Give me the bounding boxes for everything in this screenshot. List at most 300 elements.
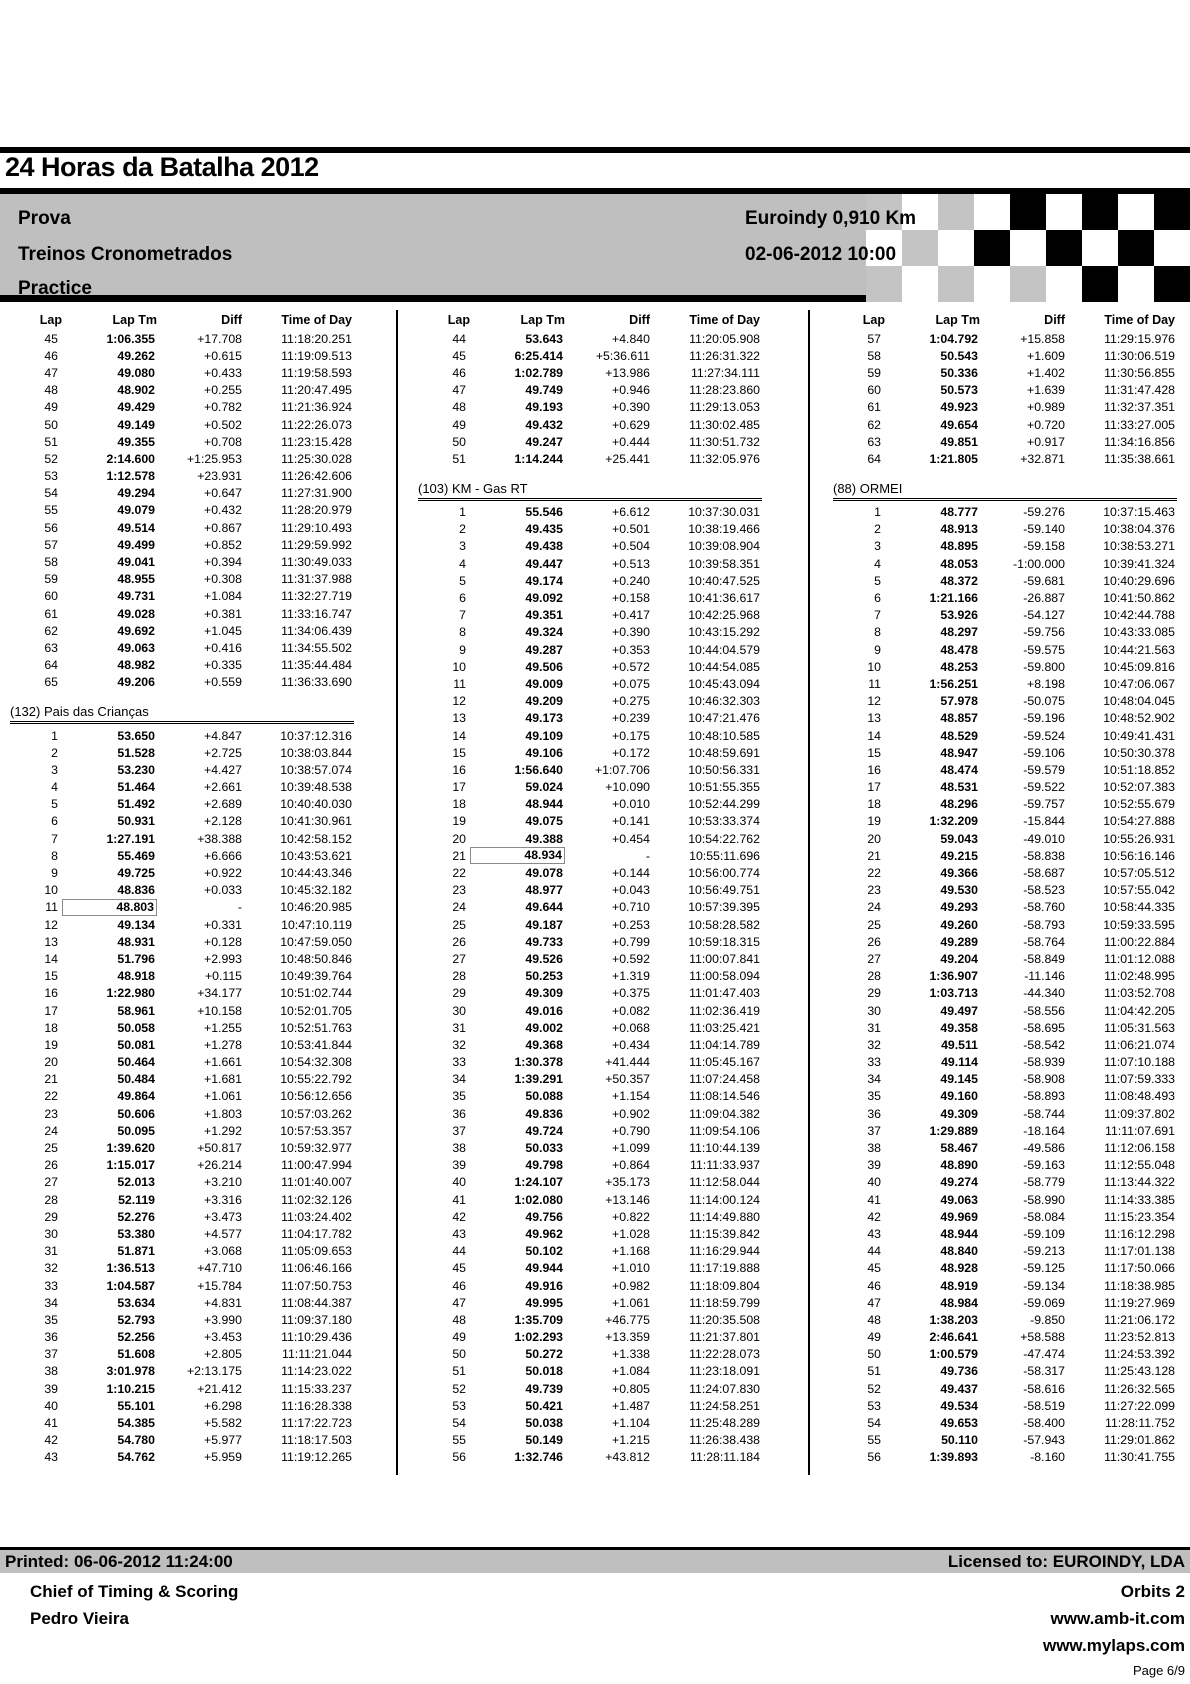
lap-cell: 7 xyxy=(51,831,58,846)
diff-cell: +0.805 xyxy=(612,1381,650,1396)
table-row xyxy=(10,1243,376,1260)
table-row xyxy=(833,1191,1184,1208)
table-row xyxy=(418,1243,772,1260)
timeofday-cell: 11:03:52.708 xyxy=(1104,986,1175,1001)
lap-cell: 51 xyxy=(867,1364,881,1379)
diff-cell: +0.433 xyxy=(204,365,242,380)
table-row xyxy=(418,710,772,727)
timeofday-cell: 11:01:12.088 xyxy=(1104,951,1175,966)
timeofday-cell: 10:57:55.042 xyxy=(1103,883,1175,898)
table-row xyxy=(833,555,1184,572)
lap-cell: 18 xyxy=(44,1020,58,1035)
timeofday-cell: 11:04:17.782 xyxy=(281,1226,352,1241)
timeofday-cell: 10:42:25.968 xyxy=(688,608,760,623)
lap-cell: 54 xyxy=(452,1416,466,1431)
table-row xyxy=(10,1363,376,1380)
timeofday-cell: 10:52:51.763 xyxy=(280,1020,352,1035)
lap-cell: 42 xyxy=(44,1433,58,1448)
timeofday-cell: 11:32:05.976 xyxy=(689,451,760,466)
laptime-cell: 50.573 xyxy=(940,383,978,398)
diff-cell: -15.844 xyxy=(1023,814,1065,829)
lap-cell: 15 xyxy=(867,745,881,760)
lap-cell: 44 xyxy=(452,1244,466,1259)
diff-cell: -59.109 xyxy=(1023,1226,1065,1241)
diff-cell: +1.278 xyxy=(204,1037,242,1052)
timeofday-cell: 10:59:18.315 xyxy=(688,934,760,949)
checker-cell xyxy=(974,266,1010,302)
footer-bar xyxy=(0,1547,1190,1573)
timeofday-cell: 10:57:39.395 xyxy=(688,900,760,915)
laptime-cell: 50.543 xyxy=(940,348,978,363)
laptime-cell: 55.469 xyxy=(117,848,155,863)
timeofday-cell: 10:52:44.299 xyxy=(688,797,760,812)
diff-cell: +23.931 xyxy=(197,469,242,484)
diff-cell: -58.793 xyxy=(1023,917,1065,932)
laptime-cell: 50.095 xyxy=(117,1123,155,1138)
table-row xyxy=(418,1294,772,1311)
timeofday-cell: 10:52:55.679 xyxy=(1103,797,1175,812)
timeofday-cell: 11:02:36.419 xyxy=(689,1003,760,1018)
amb-url: www.amb-it.com xyxy=(1050,1609,1185,1628)
timeofday-cell: 11:18:20.251 xyxy=(281,331,352,346)
timeofday-cell: 11:11:33.937 xyxy=(690,1158,760,1173)
laptime-cell: 49.063 xyxy=(117,640,155,655)
table-row xyxy=(833,1346,1184,1363)
lap-cell: 46 xyxy=(44,348,58,363)
table-row xyxy=(833,1260,1184,1277)
diff-cell: +0.033 xyxy=(204,883,242,898)
diff-cell: +17.708 xyxy=(197,331,242,346)
best-lap-cell: 48.803 xyxy=(62,899,157,916)
lap-cell: 38 xyxy=(44,1364,58,1379)
timeofday-cell: 10:41:30.961 xyxy=(280,814,352,829)
diff-cell: +2.725 xyxy=(204,745,242,760)
laptime-cell: 49.289 xyxy=(940,934,978,949)
label-prova: Prova xyxy=(18,208,71,229)
diff-cell: +3.990 xyxy=(204,1312,242,1327)
laptime-cell: 1:36.907 xyxy=(929,969,978,984)
lap-cell: 10 xyxy=(44,883,58,898)
lap-cell: 14 xyxy=(44,951,58,966)
table-row xyxy=(10,1311,376,1328)
table-row xyxy=(833,779,1184,796)
lap-cell: 62 xyxy=(44,623,58,638)
lap-cell: 44 xyxy=(452,331,466,346)
label-treinos: Treinos Cronometrados xyxy=(18,244,233,265)
lap-cell: 32 xyxy=(452,1037,466,1052)
diff-cell: +0.432 xyxy=(204,503,242,518)
table-row xyxy=(833,1225,1184,1242)
table-row xyxy=(10,1054,376,1071)
laptime-cell: 53.650 xyxy=(117,728,155,743)
checker-cell xyxy=(1082,266,1118,302)
mylaps-url: www.mylaps.com xyxy=(1042,1636,1185,1655)
diff-cell: +0.082 xyxy=(612,1003,650,1018)
timeofday-cell: 11:10:29.436 xyxy=(281,1330,352,1345)
diff-cell: +1:07.706 xyxy=(594,762,650,777)
laptime-cell: 49.114 xyxy=(941,1055,978,1070)
diff-cell: -59.163 xyxy=(1023,1158,1065,1173)
lap-cell: 40 xyxy=(44,1398,58,1413)
lap-cell: 42 xyxy=(867,1209,881,1224)
diff-cell: +0.629 xyxy=(612,417,650,432)
table-row xyxy=(833,1071,1184,1088)
table-row xyxy=(10,433,376,450)
timeofday-cell: 11:04:42.205 xyxy=(1104,1003,1175,1018)
lap-cell: 49 xyxy=(867,1330,881,1345)
timeofday-cell: 11:14:00.124 xyxy=(689,1192,760,1207)
lap-cell: 4 xyxy=(51,780,58,795)
diff-cell: +2.128 xyxy=(204,814,242,829)
lap-cell: 6 xyxy=(459,591,466,606)
timeofday-cell: 11:01:40.007 xyxy=(281,1175,352,1190)
diff-cell: +0.444 xyxy=(612,434,650,449)
lap-cell: 51 xyxy=(452,451,466,466)
diff-cell: -59.125 xyxy=(1023,1261,1065,1276)
table-row xyxy=(10,1432,376,1449)
timeofday-cell: 11:25:30.028 xyxy=(281,451,352,466)
diff-cell: +4.847 xyxy=(204,728,242,743)
laptime-cell: 49.041 xyxy=(117,555,155,570)
diff-cell: +5.959 xyxy=(204,1450,242,1465)
diff-cell: +0.790 xyxy=(612,1123,650,1138)
diff-cell: +0.513 xyxy=(612,556,650,571)
diff-cell: +0.353 xyxy=(612,642,650,657)
diff-cell: -58.849 xyxy=(1023,951,1065,966)
table-row xyxy=(833,1397,1184,1414)
diff-cell: -44.340 xyxy=(1023,986,1065,1001)
laptime-cell: 48.955 xyxy=(117,572,155,587)
laptime-cell: 48.857 xyxy=(940,711,978,726)
lap-cell: 13 xyxy=(867,711,881,726)
lap-cell: 40 xyxy=(452,1175,466,1190)
column-header: Lap xyxy=(862,313,885,327)
lap-cell: 1 xyxy=(874,505,881,520)
table-row xyxy=(418,1311,772,1328)
diff-cell: +0.115 xyxy=(204,969,242,984)
timeofday-cell: 11:23:15.428 xyxy=(281,434,352,449)
lap-cell: 37 xyxy=(44,1347,58,1362)
diff-cell: +0.308 xyxy=(204,572,242,587)
diff-cell: -9.850 xyxy=(1030,1312,1065,1327)
timeofday-cell: 11:02:48.995 xyxy=(1104,969,1175,984)
laptime-cell: 53.230 xyxy=(117,762,155,777)
table-row xyxy=(418,744,772,761)
timeofday-cell: 11:07:50.753 xyxy=(281,1278,352,1293)
checker-cell xyxy=(1118,230,1154,266)
table-row xyxy=(833,658,1184,675)
table-row xyxy=(418,399,772,416)
laptime-cell: 49.435 xyxy=(525,522,563,537)
lap-cell: 26 xyxy=(44,1158,58,1173)
lap-cell: 55 xyxy=(867,1433,881,1448)
laptime-cell: 1:39.620 xyxy=(106,1141,155,1156)
laptime-cell: 49.002 xyxy=(525,1020,563,1035)
laptime-cell: 50.058 xyxy=(117,1020,155,1035)
timeofday-cell: 10:55:22.792 xyxy=(280,1072,352,1087)
laptime-cell: 49.511 xyxy=(941,1037,978,1052)
laptime-cell: 51.492 xyxy=(117,797,155,812)
checker-cell xyxy=(1154,230,1190,266)
laptime-cell: 49.092 xyxy=(525,591,563,606)
diff-cell: +1.319 xyxy=(612,969,650,984)
column-header: Lap xyxy=(447,313,470,327)
timeofday-cell: 11:22:28.073 xyxy=(689,1347,760,1362)
best-lap-cell: 48.934 xyxy=(470,847,565,864)
lap-cell: 58 xyxy=(867,348,881,363)
section-title: (103) KM - Gas RT xyxy=(418,481,762,501)
table-row xyxy=(10,1449,376,1466)
laptime-cell: 59.024 xyxy=(525,780,563,795)
laptime-cell: 57.978 xyxy=(940,694,978,709)
laptime-cell: 49.262 xyxy=(117,348,155,363)
timeofday-cell: 11:34:06.439 xyxy=(281,623,352,638)
laptime-cell: 50.272 xyxy=(525,1347,563,1362)
lap-cell: 63 xyxy=(44,640,58,655)
diff-cell: +2.661 xyxy=(204,780,242,795)
laptime-cell: 49.530 xyxy=(940,883,978,898)
lap-cell: 25 xyxy=(452,917,466,932)
diff-cell: - xyxy=(237,900,242,915)
diff-cell: +6.298 xyxy=(204,1398,242,1413)
timing-column-3 xyxy=(808,310,1184,1475)
table-row xyxy=(833,1174,1184,1191)
lap-cell: 39 xyxy=(452,1158,466,1173)
table-row xyxy=(833,693,1184,710)
laptime-cell: 1:00.579 xyxy=(929,1347,978,1362)
lap-cell: 43 xyxy=(452,1226,466,1241)
laptime-cell: 55.101 xyxy=(117,1398,155,1413)
table-row xyxy=(418,330,772,347)
table-row xyxy=(833,1054,1184,1071)
table-row xyxy=(833,1380,1184,1397)
laptime-cell: 48.836 xyxy=(117,883,155,898)
lap-cell: 18 xyxy=(867,797,881,812)
laptime-cell: 49.731 xyxy=(117,589,155,604)
laptime-cell: 52.119 xyxy=(118,1192,155,1207)
table-row xyxy=(833,504,1184,521)
diff-cell: +0.253 xyxy=(612,917,650,932)
lap-cell: 45 xyxy=(867,1261,881,1276)
table-row xyxy=(418,882,772,899)
lap-cell: 46 xyxy=(867,1278,881,1293)
lap-cell: 40 xyxy=(867,1175,881,1190)
timeofday-cell: 11:27:34.111 xyxy=(690,365,760,380)
diff-cell: +0.434 xyxy=(612,1037,650,1052)
table-row xyxy=(833,624,1184,641)
laptime-cell: 1:36.513 xyxy=(106,1261,155,1276)
lap-cell: 50 xyxy=(44,417,58,432)
laptime-cell: 50.102 xyxy=(525,1244,563,1259)
laptime-cell: 49.260 xyxy=(940,917,978,932)
table-row xyxy=(833,1432,1184,1449)
diff-cell: +1.099 xyxy=(612,1141,650,1156)
laptime-cell: 48.984 xyxy=(940,1295,978,1310)
timeofday-cell: 10:52:07.383 xyxy=(1103,780,1175,795)
laptime-cell: 48.902 xyxy=(117,383,155,398)
lap-cell: 35 xyxy=(44,1312,58,1327)
laptime-cell: 49.749 xyxy=(525,383,563,398)
diff-cell: +0.128 xyxy=(204,934,242,949)
table-row xyxy=(10,330,376,347)
diff-cell: +0.417 xyxy=(612,608,650,623)
diff-cell: +0.390 xyxy=(612,400,650,415)
table-row xyxy=(10,1414,376,1431)
table-row xyxy=(10,605,376,622)
lap-cell: 55 xyxy=(44,503,58,518)
diff-cell: +0.454 xyxy=(612,831,650,846)
laptime-cell: 48.372 xyxy=(940,573,978,588)
column-header: Time of Day xyxy=(281,313,352,327)
lap-cell: 35 xyxy=(452,1089,466,1104)
laptime-cell: 49.388 xyxy=(525,831,563,846)
table-row xyxy=(418,1449,772,1466)
table-row xyxy=(418,779,772,796)
table-row xyxy=(833,675,1184,692)
laptime-cell: 50.038 xyxy=(525,1416,563,1431)
timeofday-cell: 11:14:49.880 xyxy=(689,1209,760,1224)
diff-cell: +0.158 xyxy=(612,591,650,606)
laptime-cell: 48.777 xyxy=(940,505,978,520)
diff-cell: -58.616 xyxy=(1023,1381,1065,1396)
laptime-cell: 48.928 xyxy=(940,1261,978,1276)
lap-cell: 44 xyxy=(867,1244,881,1259)
diff-cell: -58.760 xyxy=(1023,900,1065,915)
section-title: (88) ORMEI xyxy=(833,481,1177,501)
lap-cell: 19 xyxy=(44,1037,58,1052)
timeofday-cell: 11:05:31.563 xyxy=(1104,1020,1175,1035)
table-row xyxy=(418,1122,772,1139)
lap-cell: 32 xyxy=(44,1261,58,1276)
timeofday-cell: 11:07:59.333 xyxy=(1104,1072,1175,1087)
timeofday-cell: 11:33:16.747 xyxy=(281,606,352,621)
table-row xyxy=(418,382,772,399)
laptime-cell: 49.944 xyxy=(525,1261,563,1276)
laptime-cell: 49.969 xyxy=(940,1209,978,1224)
diff-cell: +1.010 xyxy=(612,1261,650,1276)
laptime-cell: 52.793 xyxy=(117,1312,155,1327)
diff-cell: +0.782 xyxy=(204,400,242,415)
timeofday-cell: 11:06:46.166 xyxy=(281,1261,352,1276)
checker-cell xyxy=(1046,194,1082,230)
laptime-cell: 49.187 xyxy=(525,917,563,932)
table-row xyxy=(10,485,376,502)
table-row xyxy=(10,830,376,847)
checker-cell xyxy=(1118,194,1154,230)
table-row xyxy=(10,1088,376,1105)
table-row xyxy=(10,1225,376,1242)
table-row xyxy=(833,1449,1184,1466)
timeofday-cell: 11:32:27.719 xyxy=(281,589,352,604)
laptime-cell: 48.944 xyxy=(525,797,563,812)
laptime-cell: 49.653 xyxy=(940,1416,978,1431)
lap-cell: 23 xyxy=(867,883,881,898)
timeofday-cell: 10:51:55.355 xyxy=(688,780,760,795)
lap-cell: 3 xyxy=(874,539,881,554)
table-row xyxy=(418,933,772,950)
table-row xyxy=(418,1105,772,1122)
laptime-cell: 49.109 xyxy=(525,728,563,743)
diff-cell: -59.106 xyxy=(1023,745,1065,760)
timeofday-cell: 11:15:39.842 xyxy=(689,1226,760,1241)
lap-cell: 41 xyxy=(452,1192,466,1207)
laptime-cell: 50.606 xyxy=(117,1106,155,1121)
lap-cell: 7 xyxy=(874,608,881,623)
timeofday-cell: 10:57:05.512 xyxy=(1103,866,1175,881)
table-row xyxy=(418,1363,772,1380)
track-name: Euroindy 0,910 Km xyxy=(745,208,917,229)
diff-cell: -59.196 xyxy=(1023,711,1065,726)
table-row xyxy=(833,933,1184,950)
laptime-cell: 50.421 xyxy=(525,1398,563,1413)
laptime-cell: 49.247 xyxy=(525,434,563,449)
lap-cell: 65 xyxy=(44,675,58,690)
checker-cell xyxy=(902,230,938,266)
timeofday-cell: 11:30:56.855 xyxy=(1104,365,1175,380)
table-row xyxy=(418,1036,772,1053)
timeofday-cell: 11:19:58.593 xyxy=(281,365,352,380)
table-row xyxy=(833,847,1184,864)
laptime-cell: 1:56.251 xyxy=(929,676,978,691)
laptime-cell: 49.836 xyxy=(525,1106,563,1121)
timeofday-cell: 11:02:32.126 xyxy=(281,1192,352,1207)
table-row xyxy=(833,1243,1184,1260)
lap-cell: 16 xyxy=(452,762,466,777)
timeofday-cell: 11:07:10.188 xyxy=(1104,1055,1175,1070)
lap-cell: 48 xyxy=(44,383,58,398)
diff-cell: +0.172 xyxy=(612,745,650,760)
page-number: Page 6/9 xyxy=(1132,1663,1185,1678)
timeofday-cell: 11:30:06.519 xyxy=(1104,348,1175,363)
lap-cell: 43 xyxy=(44,1450,58,1465)
timeofday-cell: 11:30:41.755 xyxy=(1104,1450,1175,1465)
diff-cell: +58.588 xyxy=(1020,1330,1065,1345)
lap-cell: 53 xyxy=(44,469,58,484)
laptime-cell: 49.287 xyxy=(525,642,563,657)
laptime-cell: 1:39.893 xyxy=(929,1450,978,1465)
diff-cell: +35.173 xyxy=(605,1175,650,1190)
laptime-cell: 1:10.215 xyxy=(106,1381,155,1396)
timeofday-cell: 10:47:21.476 xyxy=(688,711,760,726)
laptime-cell: 1:30.378 xyxy=(514,1055,563,1070)
timeofday-cell: 10:44:04.579 xyxy=(688,642,760,657)
laptime-cell: 48.840 xyxy=(940,1244,978,1259)
session-datetime: 02-06-2012 10:00 xyxy=(745,244,897,265)
lap-cell: 61 xyxy=(867,400,881,415)
lap-cell: 46 xyxy=(452,1278,466,1293)
timeofday-cell: 11:21:06.172 xyxy=(1104,1312,1175,1327)
diff-cell: -58.764 xyxy=(1023,934,1065,949)
timeofday-cell: 10:58:28.582 xyxy=(688,917,760,932)
diff-cell: -58.908 xyxy=(1023,1072,1065,1087)
laptime-cell: 49.174 xyxy=(525,573,563,588)
diff-cell: -50.075 xyxy=(1023,694,1065,709)
timeofday-cell: 10:56:49.751 xyxy=(688,883,760,898)
lap-cell: 42 xyxy=(452,1209,466,1224)
lap-cell: 52 xyxy=(44,451,58,466)
timing-column-1 xyxy=(10,310,376,1475)
lap-cell: 32 xyxy=(867,1037,881,1052)
table-row xyxy=(418,364,772,381)
table-row xyxy=(10,1294,376,1311)
laptime-cell: 48.944 xyxy=(940,1226,978,1241)
table-row xyxy=(418,727,772,744)
table-row xyxy=(833,813,1184,830)
timeofday-cell: 11:30:51.732 xyxy=(689,434,760,449)
table-row xyxy=(418,433,772,450)
laptime-cell: 49.009 xyxy=(525,676,563,691)
lap-cell: 62 xyxy=(867,417,881,432)
